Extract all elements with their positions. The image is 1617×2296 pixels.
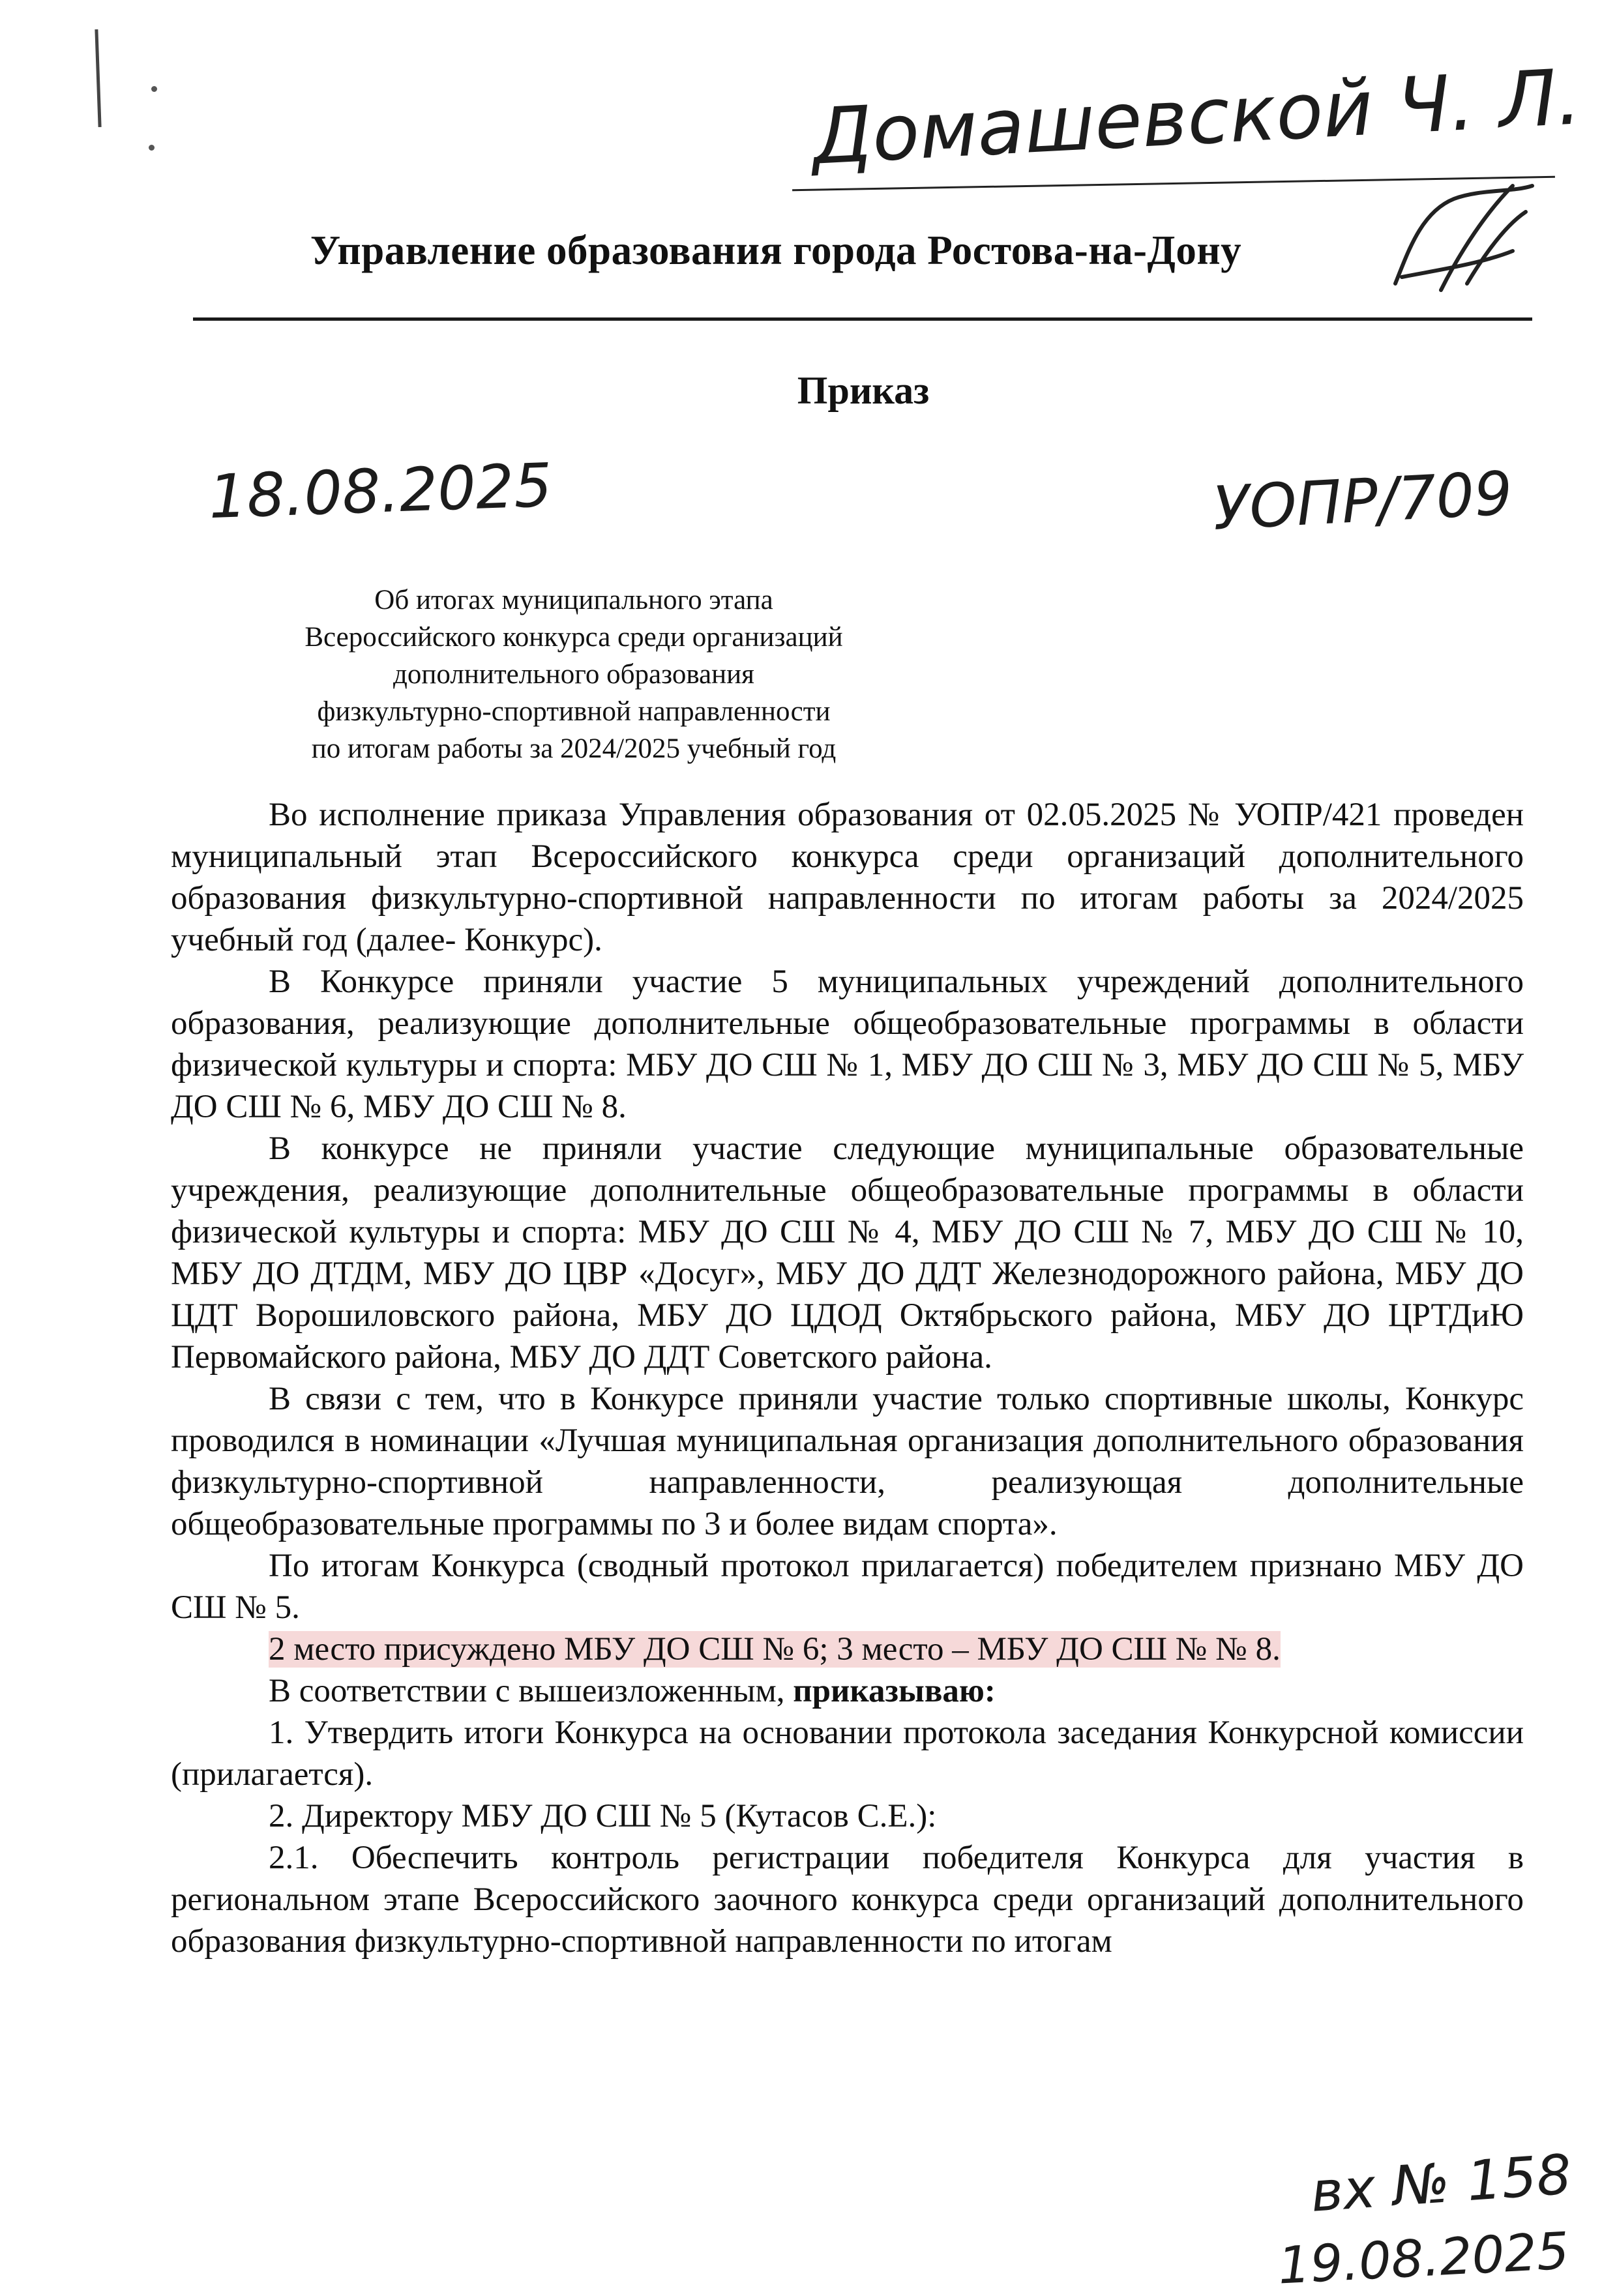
order-body [171, 794, 1524, 1962]
handwritten-order-number: УОПР/709 [1211, 458, 1515, 544]
paragraph [171, 1670, 1524, 1712]
paragraph: В Конкурсе приняли участие 5 муниципальных учреждений дополнительного образования, реализующие дополнительные общеобразовательные программы в области физической культуры и спорта: МБУ ДО СШ № 1, МБУ ДО СШ № 3, МБУ ДО СШ № 5, МБУ ДО СШ № 6, МБУ ДО СШ № 8. [171, 964, 1524, 1125]
subject-block [215, 581, 932, 767]
handwritten-addressee: Домашевской Ч. Л. [810, 52, 1584, 182]
scan-dot [151, 86, 157, 92]
signature-mark [1382, 173, 1545, 303]
paragraph: В конкурсе не приняли участие следующие муниципальные образовательные учреждения, реализующие дополнительные общеобразовательные программы в области физической культуры и спорта: МБУ ДО СШ № 4, МБУ ДО СШ № 7, МБУ ДО СШ № 10, МБУ ДО ДТДМ, МБУ ДО ЦВР «Досуг», МБУ ДО ДДТ Железнодорожного района, МБУ ДО ЦДТ Ворошиловского района, МБУ ДО ЦДОД Октябрьского района, МБУ ДО ЦРТДиЮ Первомайского района, МБУ ДО ДДТ Советского района. [171, 1130, 1524, 1376]
handwritten-incoming-number: вх № 158 [1309, 2142, 1574, 2224]
paragraph: По итогам Конкурса (сводный протокол прилагается) победителем признано МБУ ДО СШ № 5. [171, 1548, 1524, 1626]
scan-mark [95, 29, 101, 127]
subject-line: по итогам работы за 2024/2025 учебный год [311, 733, 837, 764]
paragraph: 1. Утвердить итоги Конкурса на основании протокола заседания Конкурсной комиссии (прилагается). [171, 1715, 1524, 1793]
subject-line: дополнительного образования [393, 659, 754, 690]
paragraph: 2. Директору МБУ ДО СШ № 5 (Кутасов С.Е.): [269, 1798, 937, 1834]
subject-line: физкультурно-спортивной направленности [317, 696, 831, 727]
decree-lead: В соответствии с вышеизложенным, [269, 1673, 785, 1709]
paragraph: Во исполнение приказа Управления образования от 02.05.2025 № УОПР/421 проведен муниципальный этап Всероссийского конкурса среди организаций дополнительного образования физкультурно-спортивной направленности по итогам работы за 2024/2025 учебный год (далее- Конкурс). [171, 797, 1524, 958]
highlighted-places: 2 место присуждено МБУ ДО СШ № 6; 3 место – МБУ ДО СШ № № 8. [269, 1631, 1281, 1668]
decree-word: приказываю: [793, 1673, 996, 1709]
organization-title: Управление образования города Ростова-на-Дону [310, 228, 1242, 273]
scan-dot [149, 145, 155, 151]
header-rule [193, 317, 1532, 321]
paragraph: В связи с тем, что в Конкурсе приняли участие только спортивные школы, Конкурс проводился в номинации «Лучшая муниципальная организация дополнительного образования физкультурно-спортивной направленности, реализующая дополнительные общеобразовательные программы по 3 и более видам спорта». [171, 1381, 1524, 1542]
subject-line: Об итогах муниципального этапа [374, 585, 773, 615]
handwritten-date: 18.08.2025 [207, 450, 554, 533]
document-title: Приказ [797, 369, 930, 412]
handwritten-incoming-date: 19.08.2025 [1276, 2222, 1571, 2296]
subject-line: Всероссийского конкурса среди организаций [304, 622, 843, 653]
paragraph [171, 1628, 1524, 1670]
handwritten-initials [1421, 196, 1429, 203]
paragraph: 2.1. Обеспечить контроль регистрации победителя Конкурса для участия в региональном этапе Всероссийского заочного конкурса среди организаций дополнительного образования физкультурно-спортивной направленности по итогам [171, 1840, 1524, 1960]
